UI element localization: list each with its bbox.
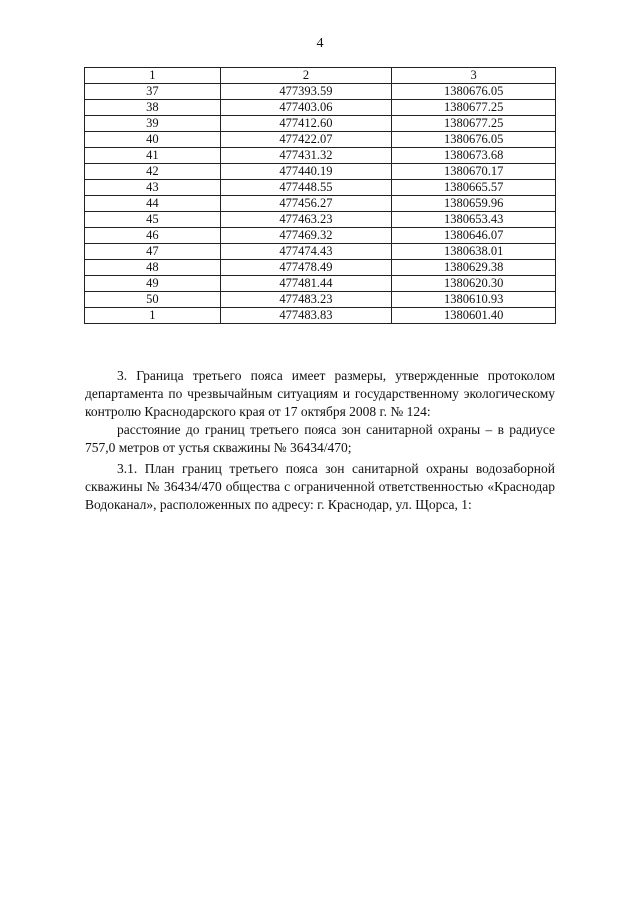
page-number: 4 [316,36,324,51]
x-coordinate-cell: 477448.55 [220,180,392,196]
y-coordinate-cell: 1380638.01 [392,244,556,260]
y-coordinate-cell: 1380601.40 [392,308,556,324]
x-coordinate-cell: 477478.49 [220,260,392,276]
table-row [85,164,556,180]
point-number-cell: 49 [85,276,221,292]
table-header-row [85,68,556,84]
x-coordinate-cell: 477483.23 [220,292,392,308]
table-row [85,132,556,148]
section-3-1 [85,460,555,514]
table-row [85,100,556,116]
point-number-cell: 46 [85,228,221,244]
x-coordinate-cell: 477483.83 [220,308,392,324]
table-row [85,244,556,260]
y-coordinate-cell: 1380629.38 [392,260,556,276]
table-row [85,308,556,324]
y-coordinate-cell: 1380676.05 [392,132,556,148]
y-coordinate-cell: 1380670.17 [392,164,556,180]
point-number-cell: 38 [85,100,221,116]
point-number-cell: 39 [85,116,221,132]
x-coordinate-cell: 477474.43 [220,244,392,260]
column-header: 1 [85,68,221,84]
y-coordinate-cell: 1380665.57 [392,180,556,196]
point-number-cell: 42 [85,164,221,180]
point-number-cell: 48 [85,260,221,276]
y-coordinate-cell: 1380659.96 [392,196,556,212]
x-coordinate-cell: 477403.06 [220,100,392,116]
table-row [85,196,556,212]
point-number-cell: 41 [85,148,221,164]
y-coordinate-cell: 1380673.68 [392,148,556,164]
x-coordinate-cell: 477393.59 [220,84,392,100]
x-coordinate-cell: 477463.23 [220,212,392,228]
y-coordinate-cell: 1380620.30 [392,276,556,292]
x-coordinate-cell: 477422.07 [220,132,392,148]
x-coordinate-cell: 477481.44 [220,276,392,292]
table-row [85,116,556,132]
y-coordinate-cell: 1380610.93 [392,292,556,308]
section-3-paragraph-1: 3. Граница третьего пояса имеет размеры, утвержденные протоколом департамента по чрезвычайным ситуациям и государственному экологическому контролю Краснодарского края от 17 октября 2008 г. № 124: [85,368,555,419]
table-row [85,84,556,100]
table-row [85,228,556,244]
column-header: 3 [392,68,556,84]
table-row [85,292,556,308]
column-header: 2 [220,68,392,84]
point-number-cell: 44 [85,196,221,212]
table-row [85,212,556,228]
y-coordinate-cell: 1380676.05 [392,84,556,100]
x-coordinate-cell: 477456.27 [220,196,392,212]
coordinates-table [84,67,556,324]
point-number-cell: 50 [85,292,221,308]
point-number-cell: 37 [85,84,221,100]
section-3-paragraph-2: расстояние до границ третьего пояса зон санитарной охраны – в радиусе 757,0 метров от устья скважины № 36434/470; [85,422,555,455]
point-number-cell: 47 [85,244,221,260]
table-body [85,84,556,324]
point-number-cell: 43 [85,180,221,196]
y-coordinate-cell: 1380677.25 [392,100,556,116]
table-row [85,180,556,196]
point-number-cell: 45 [85,212,221,228]
point-number-cell: 1 [85,308,221,324]
table-row [85,260,556,276]
table-row [85,148,556,164]
x-coordinate-cell: 477412.60 [220,116,392,132]
section-3 [85,367,555,457]
y-coordinate-cell: 1380677.25 [392,116,556,132]
y-coordinate-cell: 1380653.43 [392,212,556,228]
point-number-cell: 40 [85,132,221,148]
x-coordinate-cell: 477431.32 [220,148,392,164]
x-coordinate-cell: 477440.19 [220,164,392,180]
x-coordinate-cell: 477469.32 [220,228,392,244]
section-3-1-paragraph-1: 3.1. План границ третьего пояса зон санитарной охраны водозаборной скважины № 36434/470 общества с ограниченной ответственностью «Краснодар Водоканал», расположенных по адресу: г. Краснодар, ул. Щорса, 1: [85,461,555,512]
table-row [85,276,556,292]
y-coordinate-cell: 1380646.07 [392,228,556,244]
